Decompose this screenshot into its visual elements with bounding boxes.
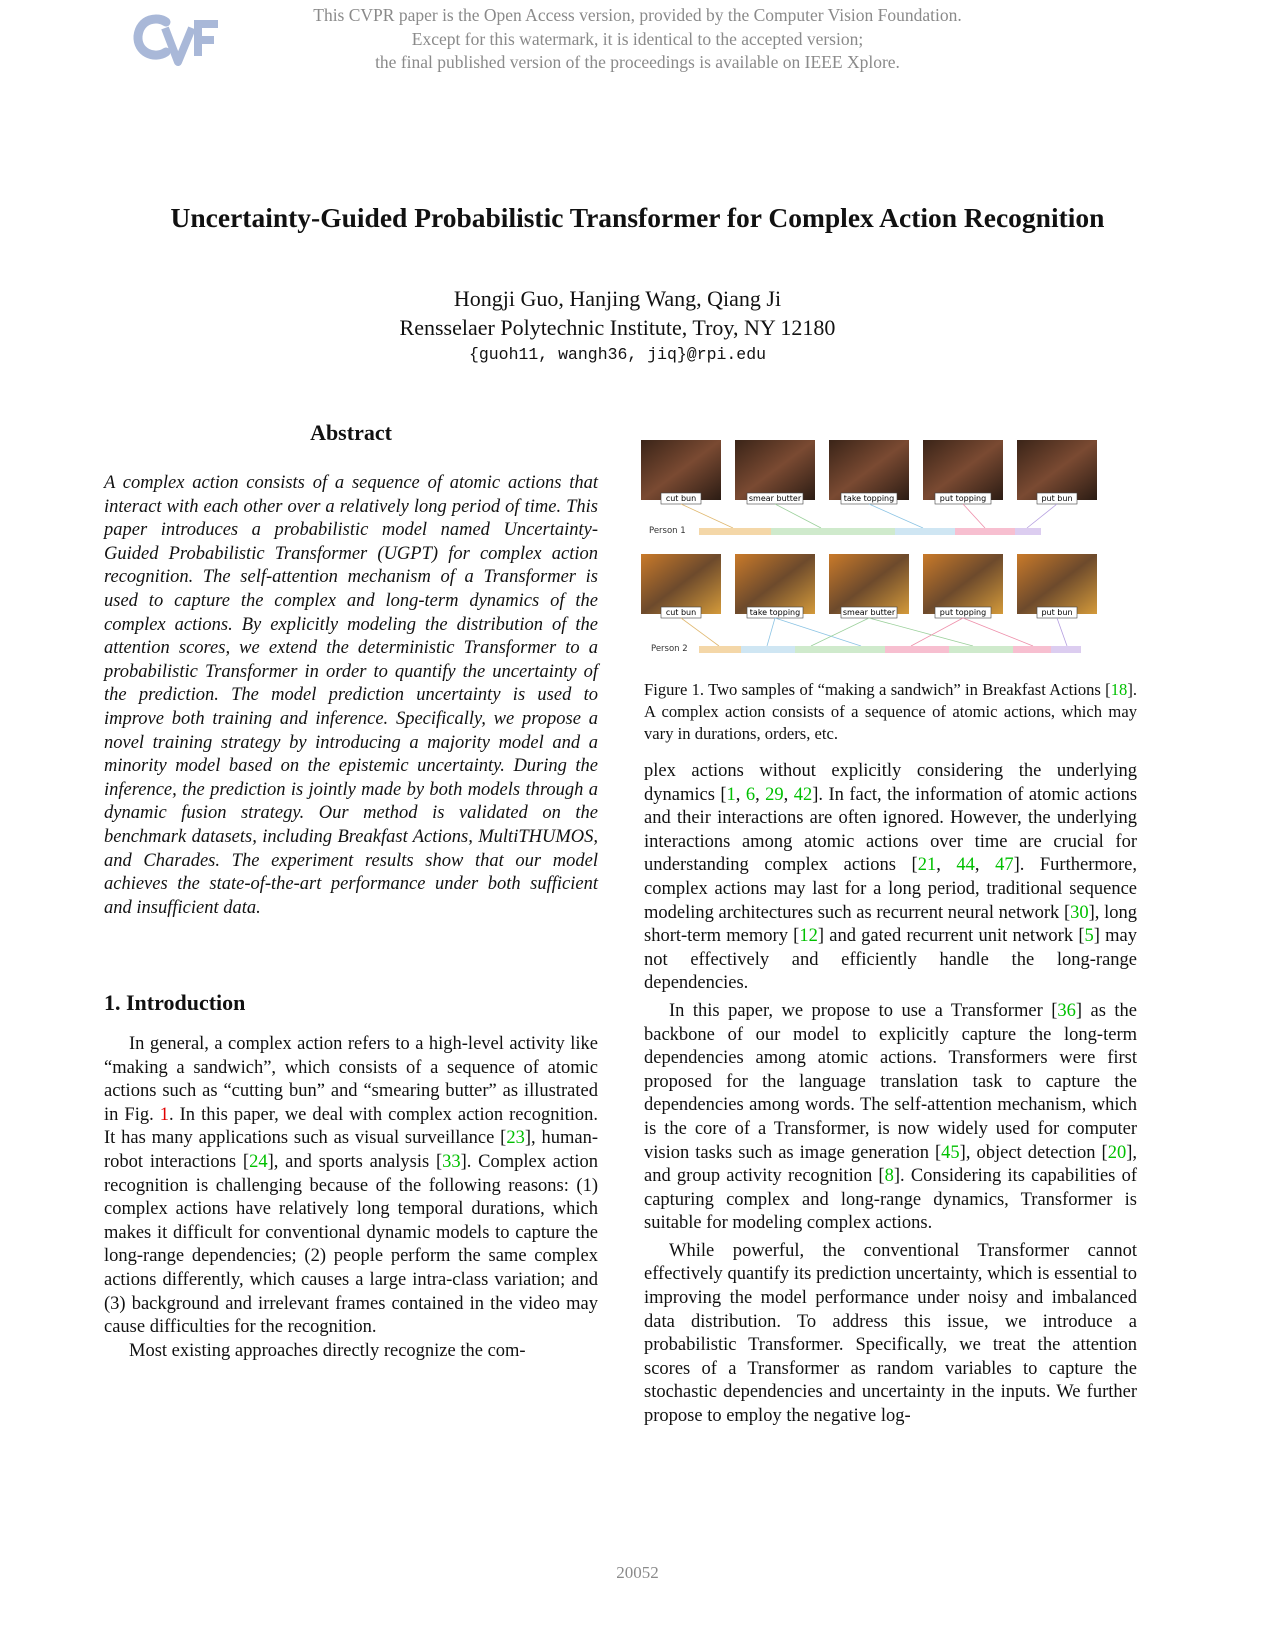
paragraph: In general, a complex action refers to a high-level activity like “making a sandwich”, which consists of a sequence of atomic actions such as “cutting bun” and “smearing butter” as illustrated in Fig. 1. In this paper, we deal with complex action recognition. It has many applications such as visual surveillance [23], human-robot interactions [24], and sports analysis [33]. Complex action recognition is challenging because of the following reasons: (1) complex actions have relatively long temporal durations, which makes it difficult for conventional dynamic models to capture the long-range dependencies; (2) people perform the same complex actions differently, which causes a large intra-class variation; and (3) background and irrelevant frames contained in the video may cause difficulties for the recognition. [104, 1034, 598, 1338]
row1-frames [641, 440, 1097, 500]
figure-reference-link[interactable]: 1 [159, 1104, 169, 1125]
figure-1-caption: Figure 1. Two samples of “making a sandwich” in Breakfast Actions [18]. A complex action consists of a sequence of atomic actions, which may vary in durations, orders, etc. [644, 680, 1137, 743]
introduction-body [104, 1033, 598, 1363]
person-2-label: Person 2 [651, 644, 688, 654]
watermark-line: Except for this watermark, it is identical to the accepted version; [411, 28, 864, 49]
citation-link[interactable]: 36 [1057, 1000, 1076, 1021]
email: {guoh11, wangh36, jiq}@rpi.edu [468, 345, 767, 364]
action-label: take topping [843, 494, 895, 503]
paragraph: While powerful, the conventional Transformer cannot effectively quantify its prediction uncertainty, which is essential to improving the model performance under noisy and imbalanced data distribution. To address this issue, we introduce a probabilistic Transformer. Specifically, we treat the attention scores of a Transformer as random variables to capture the stochastic dependencies and uncertainty in the inputs. We further propose to employ the negative log- [644, 1240, 1137, 1427]
citation-link[interactable]: 44 [956, 855, 975, 876]
row1-connectors [681, 504, 1057, 528]
action-label: put bun [1041, 608, 1073, 617]
citation-link[interactable]: 1 [726, 784, 736, 805]
video-frame [641, 440, 721, 500]
video-frame [829, 440, 909, 500]
action-label: smear butter [842, 608, 896, 617]
figure-1 [641, 440, 1137, 676]
citation-link[interactable]: 8 [884, 1166, 894, 1187]
paper-title: Uncertainty-Guided Probabilistic Transformer for Complex Action Recognition [170, 202, 1105, 233]
action-label: put topping [939, 494, 987, 503]
citation-link[interactable]: 47 [995, 855, 1014, 876]
action-label: smear butter [748, 494, 802, 503]
abstract-heading: Abstract [310, 420, 392, 445]
page-number: 20052 [616, 1563, 659, 1582]
citation-link[interactable]: 12 [799, 926, 818, 947]
video-frame [641, 554, 721, 614]
affiliation: Rensselaer Polytechnic Institute, Troy, NY 12180 [399, 315, 836, 340]
paragraph: In this paper, we propose to use a Transformer [36] as the backbone of our model to explicitly capture the long-term dependencies among atomic actions. Transformers were first proposed for the language translation task to capture the dependencies among words. The self-attention mechanism, which is the core of a Transformer, is now widely used for computer vision tasks such as image generation [45], object detection [20], and group activity recognition [8]. Considering its capabilities of capturing complex and long-range dynamics, Transformer is suitable for modeling complex actions. [644, 1000, 1137, 1234]
citation-link[interactable]: 45 [941, 1142, 960, 1163]
citation-link[interactable]: 18 [1110, 680, 1128, 699]
video-frame [1017, 440, 1097, 500]
video-frame [923, 554, 1003, 614]
citation-link[interactable]: 30 [1070, 902, 1089, 923]
citation-link[interactable]: 5 [1084, 926, 1094, 947]
citation-link[interactable]: 23 [506, 1128, 525, 1149]
citation-link[interactable]: 21 [917, 855, 937, 876]
citation-link[interactable]: 6 [745, 784, 756, 805]
video-frame [735, 440, 815, 500]
watermark-line: the final published version of the proceedings is available on IEEE Xplore. [375, 52, 900, 72]
author-block [240, 284, 995, 342]
person-1-label: Person 1 [649, 526, 686, 536]
row1-timeline [699, 528, 1041, 535]
video-frame [735, 554, 815, 614]
video-frame [1017, 554, 1097, 614]
action-label: cut bun [665, 494, 697, 503]
watermark [200, 4, 1075, 75]
row2-labels [661, 607, 1077, 618]
paragraph: Most existing approaches directly recognize the com- [129, 1340, 526, 1361]
video-frame [829, 554, 909, 614]
action-label: put topping [939, 608, 987, 617]
citation-link[interactable]: 33 [442, 1151, 461, 1172]
action-label: take topping [749, 608, 801, 617]
action-label: cut bun [665, 608, 697, 617]
citation-link[interactable]: 29 [765, 784, 784, 805]
watermark-line: This CVPR paper is the Open Access version, provided by the Computer Vision Foundation. [313, 5, 962, 25]
right-column-body [644, 760, 1137, 1429]
citation-link[interactable]: 42 [793, 784, 813, 805]
citation-link[interactable]: 20 [1107, 1142, 1127, 1163]
row2-timeline [699, 646, 1081, 653]
row1-labels [661, 493, 1077, 504]
paragraph: plex actions without explicitly considering the underlying dynamics [1, 6, 29, 42]. In fact, the information of atomic actions and their interactions are often ignored. However, the underlying interactions among atomic actions over time are crucial for understanding complex actions [21, 44, 47]. Furthermore, complex actions may last for a long period, traditional sequence modeling architectures such as recurrent neural network [30], long short-term memory [12] and gated recurrent unit network [5] may not effectively and efficiently handle the long-range dependencies. [644, 761, 1138, 994]
citation-link[interactable]: 24 [249, 1151, 268, 1172]
video-frame [923, 440, 1003, 500]
section-heading-introduction: 1. Introduction [104, 990, 246, 1015]
row2-frames [641, 554, 1097, 614]
action-label: put bun [1041, 494, 1073, 503]
authors: Hongji Guo, Hanjing Wang, Qiang Ji [453, 286, 782, 311]
row2-connectors [681, 618, 1067, 646]
abstract-text: A complex action consists of a sequence of atomic actions that interact with each other over a relatively long period of time. This paper introduces a probabilistic model named Uncertainty-Guided Probabilistic Transformer (UGPT) for complex action recognition. The self-attention mechanism of a Transformer is used to capture the complex and long-term dynamics of the complex actions. By explicitly modeling the distribution of the attention scores, we extend the deterministic Transformer to a probabilistic Transformer in order to quantify the uncertainty of the prediction. The model prediction uncertainty is used to improve both training and inference. Specifically, we propose a novel training strategy by introducing a majority model and a minority model based on the epistemic uncertainty. During the inference, the prediction is jointly made by both models through a dynamic fusion strategy. Our method is validated on the benchmark datasets, including Breakfast Actions, MultiTHUMOS, and Charades. The experiment results show that our model achieves the state-of-the-art performance under both sufficient and insufficient data. [104, 473, 598, 918]
